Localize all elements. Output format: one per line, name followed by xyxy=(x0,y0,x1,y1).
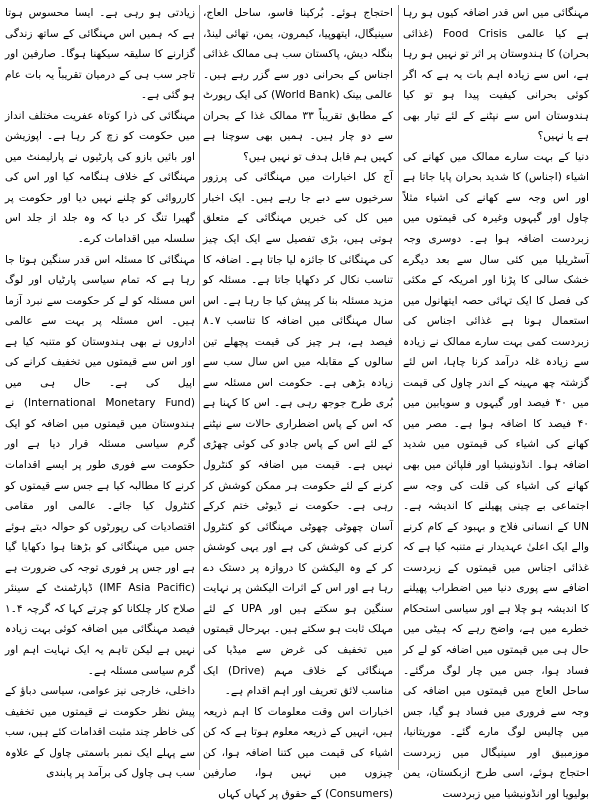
paragraph: اخبارات اس وقت معلومات کا اہم ذریعہ ہیں، انہیں کے ذریعہ معلوم ہوتا ہے کہ کن اشیاء کی قیمت میں کتنا اضافہ ہوا، کن چیزوں میں نہیں ہوا، صارفین (Consumers) کے حقوق پر کہاں کہاں xyxy=(203,705,393,800)
paragraph: آج کل اخبارات میں مہنگائی کی پرزور سرخیوں سے دبے جا رہے ہیں۔ ایک اخبار میں کل کی خبریں مہنگائی کے متعلق ہوتی ہیں، بڑی تفصیل سے ایک ایک چیز کی مہنگائی کا جائزہ لیا جاتا ہے۔ اضافہ کا تناسب نکال کر دکھایا جاتا ہے۔ مسئلہ کو مزید مسئلہ بنا کر پیش کیا جا رہا ہے۔ اس سال مہنگائی میں اضافہ کا تناسب ۷۔۸ فیصد ہے، ہر چیز کی قیمت پچھلے تین سالوں کے مقابلہ میں اس سال سب سے زیادہ بڑھی ہے۔ حکومت اس مسئلہ سے بُری طرح جوجھ رہی ہے۔ اس کا کہنا ہے کہ اس کے پاس اضطراری حالات سے نپٹنے کے لئے اس کے پاس جادو کی کوئی چھڑی نہیں ہے۔ قیمت میں اضافہ کو کنٹرول کرنے کے لئے حکومت ہر ممکن کوشش کر رہی ہے۔ حکومت نے ڈیوٹی ختم کرکے آسان چھوٹی چھوٹی مہنگائی کو کنٹرول کرنے کی کوشش کی ہے اور یہی کوشش کر کے وہ الیکشن کا دروازہ پر دستک دے رہا ہے اور اس کے اثرات الیکشن پر نہایت سنگین ہو سکتے ہیں اور UPA کے لئے مہلک ثابت ہو سکتے ہیں۔ بہرحال قیمتوں میں تخفیف کی غرض سے میڈیا کی مہنگائی کے خلاف مہم (Drive) ایک مناسب لائق تعریف اور اہم اقدام ہے۔ xyxy=(203,171,394,698)
paragraph: مہنگائی کا مسئلہ اس قدر سنگین ہوتا جا رہا ہے کہ تمام سیاسی پارٹیاں اور لوگ اس مسئلہ کو لے کر حکومت سے نبرد آزما ہیں۔ اس مسئلہ پر بہت سے عالمی اداروں نے بھی ہندوستان کو متنبہ کیا ہے اور اس سے قیمتوں میں تخفیف کرانے کی اپیل کی ہے۔ حال ہی میں (International Monetary Fund) نے ہندوستان میں قیمتوں میں اضافہ کو ایک گرم سیاسی مسئلہ قرار دیا ہے اور حکومت سے فوری طور پر ایسے اقدامات کرنے کا مطالبہ کیا ہے جس سے قیمتوں کو کنٹرول کیا جائے۔ عالمی اور مقامی اقتصادیات کی رپورٹوں کو حوالہ دیتے ہوئے جس میں مہنگائی کو بڑھتا ہوا دکھایا گیا ہے اور جس پر فوری توجہ کی ضرورت ہے (IMF Asia Pacific) ڈپارٹمنٹ کے سینئر صلاح کار چلکانا کو چرتے کہا کہ گرچہ ۴۔۱ فیصد مہنگائی میں اضافہ کوئی بہت زیادہ نہیں ہے لیکن تاہم یہ ایک نہایت اہم اور گرم سیاسی مسئلہ ہے۔ xyxy=(5,253,196,677)
paragraph: مہنگائی کی ذرا کوتاہ عفریت مختلف انداز میں حکومت کو زچ کر رہا ہے۔ اپوزیشن اور بائیں بازو کی پارٹیوں نے پارلیمنٹ میں مہنگائی کے خلاف ہنگامہ کیا اور اس کی کارروائی کو چلنے نہیں دیا اور حکومت پر گھیرا تنگ کر دیا کہ وہ جلد از جلد اس سلسلہ میں اقدامات کرے۔ xyxy=(5,109,195,246)
article-column-right xyxy=(403,3,590,800)
column-divider xyxy=(398,5,399,770)
paragraph: مہنگائی میں اس قدر اضافہ کیوں ہو رہا ہے کیا عالمی Food Crisis (غذائی بحران) کا ہندوستان پر اثر تو نہیں ہو رہا ہے، اس سے زیادہ اہم بات یہ ہے کہ اگر کوئی بحرانی کیفیت پیدا ہو تو کیا ہندوستان اس سے نپٹنے کے لئے تیار بھی ہے یا نہیں؟ xyxy=(403,7,590,143)
column-divider xyxy=(199,5,200,770)
article-column-middle xyxy=(203,3,394,800)
paragraph: زیادتی ہو رہی ہے۔ ایسا محسوس ہوتا ہے کہ ہمیں اس مہنگائی کے ساتھ زندگی گزارنے کا سلیقہ سیکھنا ہوگا۔ صارفین اور تاجر سب ہی کے درمیان تقریباً یہ بات عام ہو گئی ہے۔ xyxy=(5,7,195,102)
paragraph: دنیا کے بہت سارے ممالک میں کھانے کی اشیاء (اجناس) کا شدید بحران پایا جاتا ہے اور اس وجہ سے کھانے کی اشیاء مثلاً چاول اور گیہوں وغیرہ کی قیمتوں میں زبردست اضافہ ہوا ہے۔ دوسری وجہ آسٹریلیا میں کئی سال سے بعد دیگرے خشک سالی کا پڑنا اور امریکہ کے مکئی کی فصل کا ایک تہائی حصہ ایتھانول میں استعمال ہونا ہے غذائی اجناس کی زبردست کمی بہت سارے ممالک نے زیادہ سے زیادہ غلہ درآمد کرنا چاہا، اس لئے گزشتہ چھ مہینہ کے اندر چاول کی قیمت میں ۴۰ فیصد اور گیہوں و سویابین میں ۴۰ فیصد کا اضافہ ہوا ہے۔ مصر میں کھانے کی اشیاء کی قیمتوں میں شدید اضافہ ہوا۔ انڈونیشیا اور فلپائن میں بھی کھانے کی اشیاء کی قلت کی وجہ سے اجتماعی بے چینی پھیلنے کا اندیشہ ہے۔ UN کے انسانی فلاح و بہبود کے کام کرنے والے ایک اعلیٰ عہدیدار نے متنبہ کیا ہے کہ غذائی اجناس میں قیمتوں کے زبردست اضافے سے پوری دنیا میں اضطراب پھیلنے کا اندیشہ ہو چلا ہے اور سیاسی استحکام خطرے میں ہے، واضح رہے کہ ہیٹی میں حال ہی میں قیمتوں میں اضافہ کو لے کر فساد ہوا، جس میں چار لوگ مرگئے۔ ساحل العاج میں قیمتوں میں اضافہ کی وجہ سے فروری میں فساد ہو گیا، جس میں چالیس لوگ مارے گئے۔ موریتانیا، موزمبیق اور سینیگال میں زبردست احتجاج ہوئے، اسی طرح ازبکستان، یمن بولیویا اور انڈونیشیا میں زبردست xyxy=(403,150,590,800)
paragraph: احتجاج ہوئے۔ بُرکینا فاسو، ساحل العاج، سینیگال، ایتھوپیا، کیمرون، یمن، تھائی لینڈ، بنگلہ دیش، پاکستان سب ہی ممالک غذائی اجناس کے بحرانی دور سے گزر رہے ہیں۔ عالمی بینک (World Bank) کی ایک رپورٹ کے مطابق تقریباً ۳۳ ممالک غذا کے بحران سے دو چار ہیں۔ ہمیں بھی سوچنا ہے کہیں ہم قابل ہدف تو نہیں ہیں؟ xyxy=(203,7,393,163)
paragraph: داخلی، خارجی نیز عوامی، سیاسی دباؤ کے پیش نظر حکومت نے قیمتوں میں تخفیف کی خاطر چند مثبت اقدامات کئے ہیں، سب سے پہلے ایک نمبر باسمتی چاول کے علاوہ سب ہی چاول کی برآمد پر پابندی xyxy=(5,685,195,780)
article-column-left xyxy=(5,3,196,780)
newspaper-page xyxy=(3,3,590,800)
